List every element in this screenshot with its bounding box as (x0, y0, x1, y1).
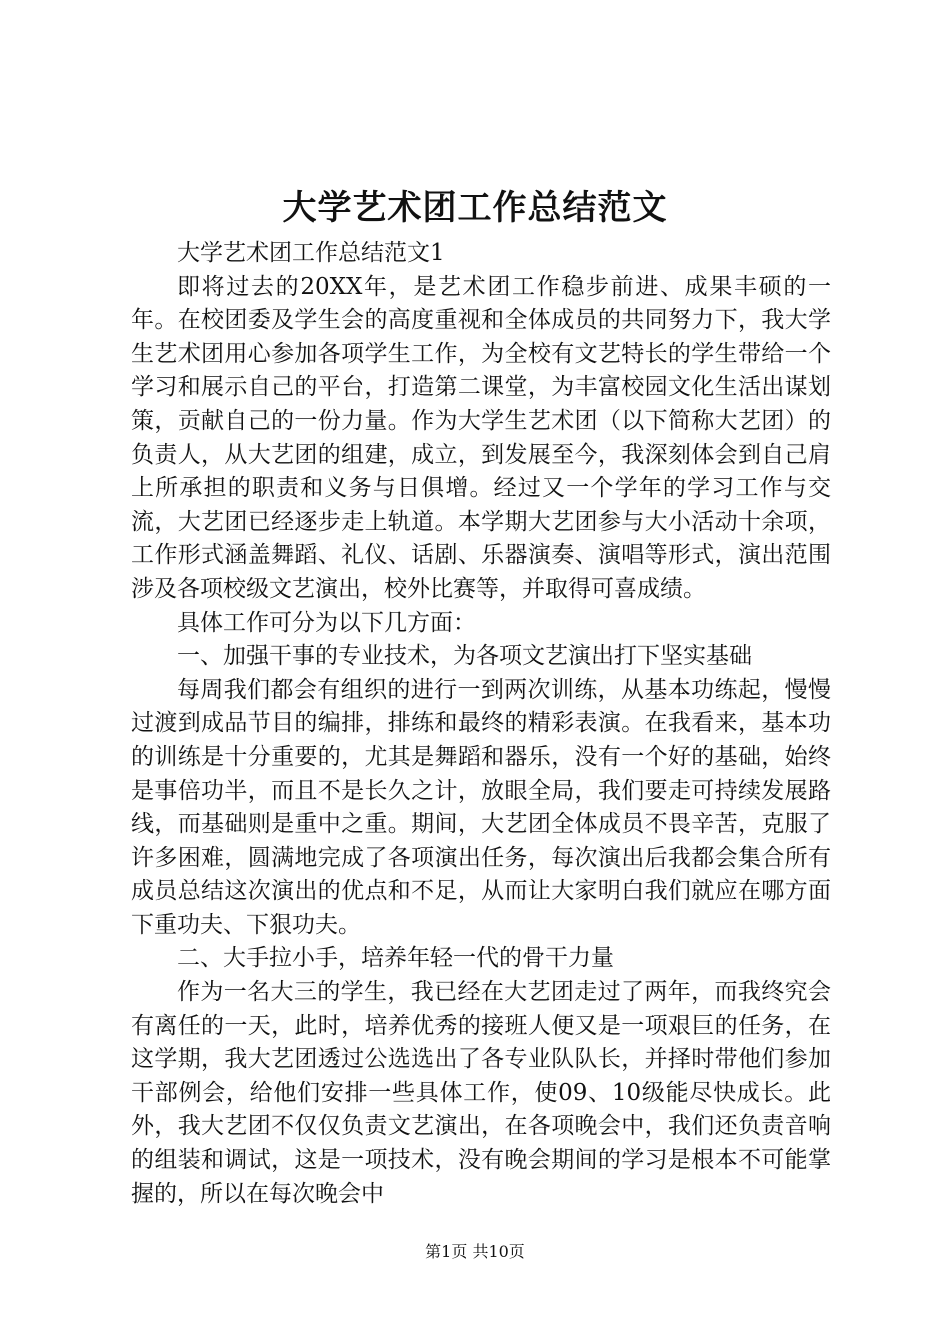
document-body (131, 237, 831, 1207)
document-title: 大学艺术团工作总结范文 (282, 188, 668, 228)
paragraph-overview: 具体工作可分为以下几方面： (177, 609, 476, 636)
section-heading-1: 一、加强干事的专业技术，为各项文艺演出打下坚实基础 (177, 643, 752, 670)
paragraph-subtitle: 大学艺术团工作总结范文1 (177, 240, 445, 266)
paragraph-intro: 即将过去的20XX年，是艺术团工作稳步前进、成果丰硕的一年。在校团委及学生会的高度重视和全体成员的共同努力下，我大学生艺术团用心参加各项学生工作，为全校有文艺特长的学生带给一个学习和展示自己的平台，打造第二课堂，为丰富校园文化生活出谋划策，贡献自己的一份力量。作为大学生艺术团（以下简称大艺团）的负责人，从大艺团的组建，成立，到发展至今，我深刻体会到自己肩上所承担的职责和义务与日俱增。经过又一个学年的学习工作与交流，大艺团已经逐步走上轨道。本学期大艺团参与大小活动十余项，工作形式涵盖舞蹈、礼仪、话剧、乐器演奏、演唱等形式，演出范围涉及各项校级文艺演出，校外比赛等，并取得可喜成绩。 (131, 273, 831, 602)
paragraph-training: 每周我们都会有组织的进行一到两次训练，从基本功练起，慢慢过渡到成品节目的编排，排练和最终的精彩表演。在我看来，基本功的训练是十分重要的，尤其是舞蹈和器乐，没有一个好的基础，始终是事倍功半，而且不是长久之计，放眼全局，我们要走可持续发展路线，而基础则是重中之重。期间，大艺团全体成员不畏辛苦，克服了许多困难，圆满地完成了各项演出任务，每次演出后我都会集合所有成员总结这次演出的优点和不足，从而让大家明白我们就应在哪方面下重功夫、下狠功夫。 (131, 676, 831, 938)
paragraph-succession: 作为一名大三的学生，我已经在大艺团走过了两年，而我终究会有离任的一天，此时，培养优秀的接班人便又是一项艰巨的任务，在这学期，我大艺团透过公选选出了各专业队队长，并择时带他们参加干部例会，给他们安排一些具体工作，使09、10级能尽快成长。此外，我大艺团不仅仅负责文艺演出，在各项晚会中，我们还负责音响的组装和调试，这是一项技术，没有晚会期间的学习是根本不可能掌握的，所以在每次晚会中 (131, 979, 831, 1207)
section-heading-2: 二、大手拉小手，培养年轻一代的骨干力量 (177, 945, 614, 972)
page-footer: 第1页 共10页 (425, 1242, 525, 1261)
